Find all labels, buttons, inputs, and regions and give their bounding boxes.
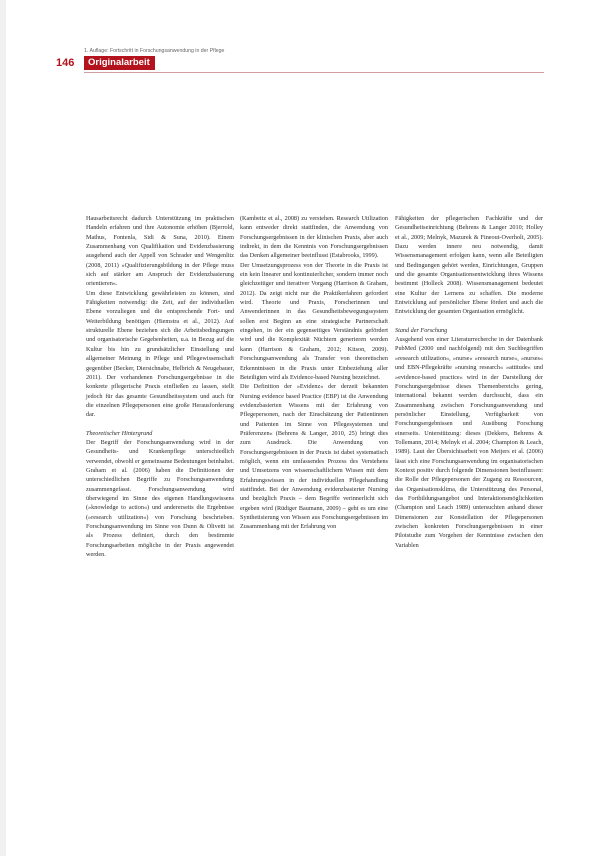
paragraph: Der Begriff der Forschungsanwendung wird in der Gesundheits- und Krankenpflege unterschiedlich verwendet, obwohl er gemeinsame Bedeutungen beinhaltet. Graham et al. (2006) haben die Definitionen der unterschiedlichen Begriffe zu Forschungsanwendung zusammengefasst. Forschungsanwendung wird überwiegend im Sinne des eigenen Handlungswissens (»knowledge to action«) und andererseits die Ergebnisse (»research utilization«) von Forschung beschrieben. Forschungsanwendung im Sinne von Dunn & Olivetti ist als Prozess definiert, durch den bestimmte Forschungsarbeiten mögliche in der Praxis angewendet werden.	[86, 438, 234, 559]
paragraph: Hausarbeitsrecht dadurch Unterstützung im praktischen Handeln erfahren und ihre Autonomie erhöhen (Bjerrold, Mathus, Fontenla, Sidi & Suna, 2010). Einem Zusammenhang von Qualifikation und Evidenzbasierung ausgehend auch der Appell von Schrader und Wengenlitz (2008, 2011) »Qualifizierungsbildung in der Pflege muss sich auf stärker am Anspruch der Evidenzbasierung orientieren«.	[86, 215, 234, 288]
page-number: 146	[56, 57, 75, 69]
paragraph: Die Definition der »Evidenz« der derzeit bekannten Nursing evidence based Practice (EBP) ist die Anwendung evidenzbasierten Wissens mit der Erfahrung von Pflegepersonen, nach der Einschätzung der Patientinnen und Patienten im Sinne von Pflegesystemen und Präferenzen« (Behrens & Langer, 2010, 25) bringt dies zum Ausdruck. Die Anwendung von Forschungsergebnissen in der Praxis ist dabei systematisch möglich, wenn ein umfassendes Prozess des Verstehens und Umsetzens von wissenschaftlichem Wissen mit dem Erfahrungswissen in der individuellen Pflegehandlung stattfindet. Bei der Anwendung evidenzbasierter Nursing und bezüglich Praxis – dem Begriffe verinnerlicht sich ergeben wird (Rüdiger Baumann, 2009) – geht es um eine Synthetisierung von Wissen aus Forschungsergebnissen im Zusammenhang mit der Erfahrung von	[240, 383, 388, 531]
scan-margin	[0, 0, 6, 856]
page-header	[56, 56, 155, 70]
paragraph: Fähigkeiten der pflegerischen Fachkräfte und der Gesundheitseinrichtung (Behrens & Langer 2010; Holley et al., 2009; Melnyk, Mazurek & Fineout-Overholt, 2005). Dazu werden innere neu notwendig, damit Wissensmanagement erfolgen kann, wenn alle Beteiligten und Bedingungen gehört werden, Einrichtungen, Gruppen und die gesamte Organisationsentwicklung ihres Wissens bestimmt (Holleck 2008). Wissensmanagement bedeutet eine Kultur der Lernens zu schaffen. Die moderne Entwicklung auf persönlicher Ebene fördert und auch die Entwicklung der gesamten Organisation ermöglicht.	[395, 215, 543, 316]
running-title: 1. Auflage: Fortschritt in Forschungsanwendung in der Pflege	[84, 48, 225, 54]
text-column-3	[395, 214, 543, 550]
section-heading: Theoretischer Hintergrund	[86, 429, 153, 437]
section-heading: Stand der Forschung	[395, 326, 448, 334]
paragraph: (Kambeitz et al., 2008) zu verstehen. Research Utilization kann entweder direkt stattfinden, die Anwendung von Forschungsergebnissen in der klinischen Praxis, aber auch indirekt, in dem die Kenntnis von Forschungsergebnissen das Denken allgemeiner beeinflusst (Estabrooks, 1999).	[240, 215, 388, 260]
paragraph: Ausgehend von einer Literaturrecherche in der Datenbank PubMed (2000 und nachfolgend) mit den Suchbegriffen »research utilization«, »nurse« »research nurse«, »nurses« und EBN-Pflegekräfte »nursing research« »attitude« und »evidence-based practice« wird in der Darstellung der Forschungsergebnisse dieses Themenbereichs gering, international bekannt werden durchsucht, dass ein Zusammenhang zwischen Forschungsanwendung und persönlicher Einstellung, Verfügbarkeit von Forschungsergebnissen und Ausübung Forschung einerseits. Unterstützung: dieses (Dekkers, Behrens & Tollemann, 2014; Melnyk et al. 2004; Champion & Leach, 1989). Laut der Übersichtsarbeit von Meijers et al. (2006) lässt sich eine Forschungsanwendung im organisatorischen Kontext positiv durch folgende Dimensionen beeinflussen: die Rolle der Pflegepersonen der Zugang zu Ressourcen, das Organisationsklima, die Unterstützung des Personal, das Fortbildungsangebot und Interaktionsmöglichkeiten (Champion und Leach 1989) untersuchten anhand dieser Dimensionen zur Konstellation der Pflegepersonen zwischen konkreten Forschungsergebnissen in einer Pilotstudie zum Vorgehen der Kenntnisse zwischen den Variablen	[395, 336, 543, 549]
paragraph: Um diese Entwicklung gewährleisten zu können, sind Fähigkeiten notwendig: die Zeit, auf der individuellen Ebene vorzuliegen und die entsprechende Fort- und Weiterbildung benötigen (Hiemstra et al., 2012). Auf strukturelle Ebene beziehen sich die Arbeitsbedingungen und organisatorische Gegebenheiten, u.a. in Bezug auf die Kultur bis hin zu grundsätzlicher Einstellung und allgemeiner Meinung in Pflege und Pflegewissenschaft gegenüber (Becker, Diersichnabe, Helbrich & Neugebauer, 2011). Der vorhandenen Forschungsergebnisse in die konkrete pflegerische Praxis einfließen zu lassen, stellt jedoch für das gesamte Gesundheitssystem und auch für die einzelnen Pflegepersonen eine große Herausforderung dar.	[86, 289, 234, 419]
text-column-2	[240, 214, 388, 532]
section-label: Originalarbeit	[84, 56, 155, 70]
paragraph: Der Umsetzungsprozess von der Theorie in die Praxis ist ein kein linearer und kontinuierlicher, sondern immer noch gleichzeitiger und iterativer Vorgang (Harrison & Graham, 2012). Da zeigt nicht nur die Praktikerfahren gefordert wird. Theorie und Praxis, Forscherinnen und Anwenderinnen in das Gesundheitsbewegungssystem sollen erst Beginn an eine strategische Partnerschaft eingehen, in der ein gegenseitiges Verständnis gefördert wird und die Komplexität Nüchtern generieren werden kann (Harrison & Graham, 2012; Kitson, 2009). Forschungsanwendung als Transfer von theoretischen Erkenntnissen in die Praxis unter Einbeziehung aller Beteiligten wird als Evidence-based Nursing bezeichnet.	[240, 261, 388, 381]
text-column-1	[86, 214, 234, 559]
header-rule	[84, 72, 544, 73]
